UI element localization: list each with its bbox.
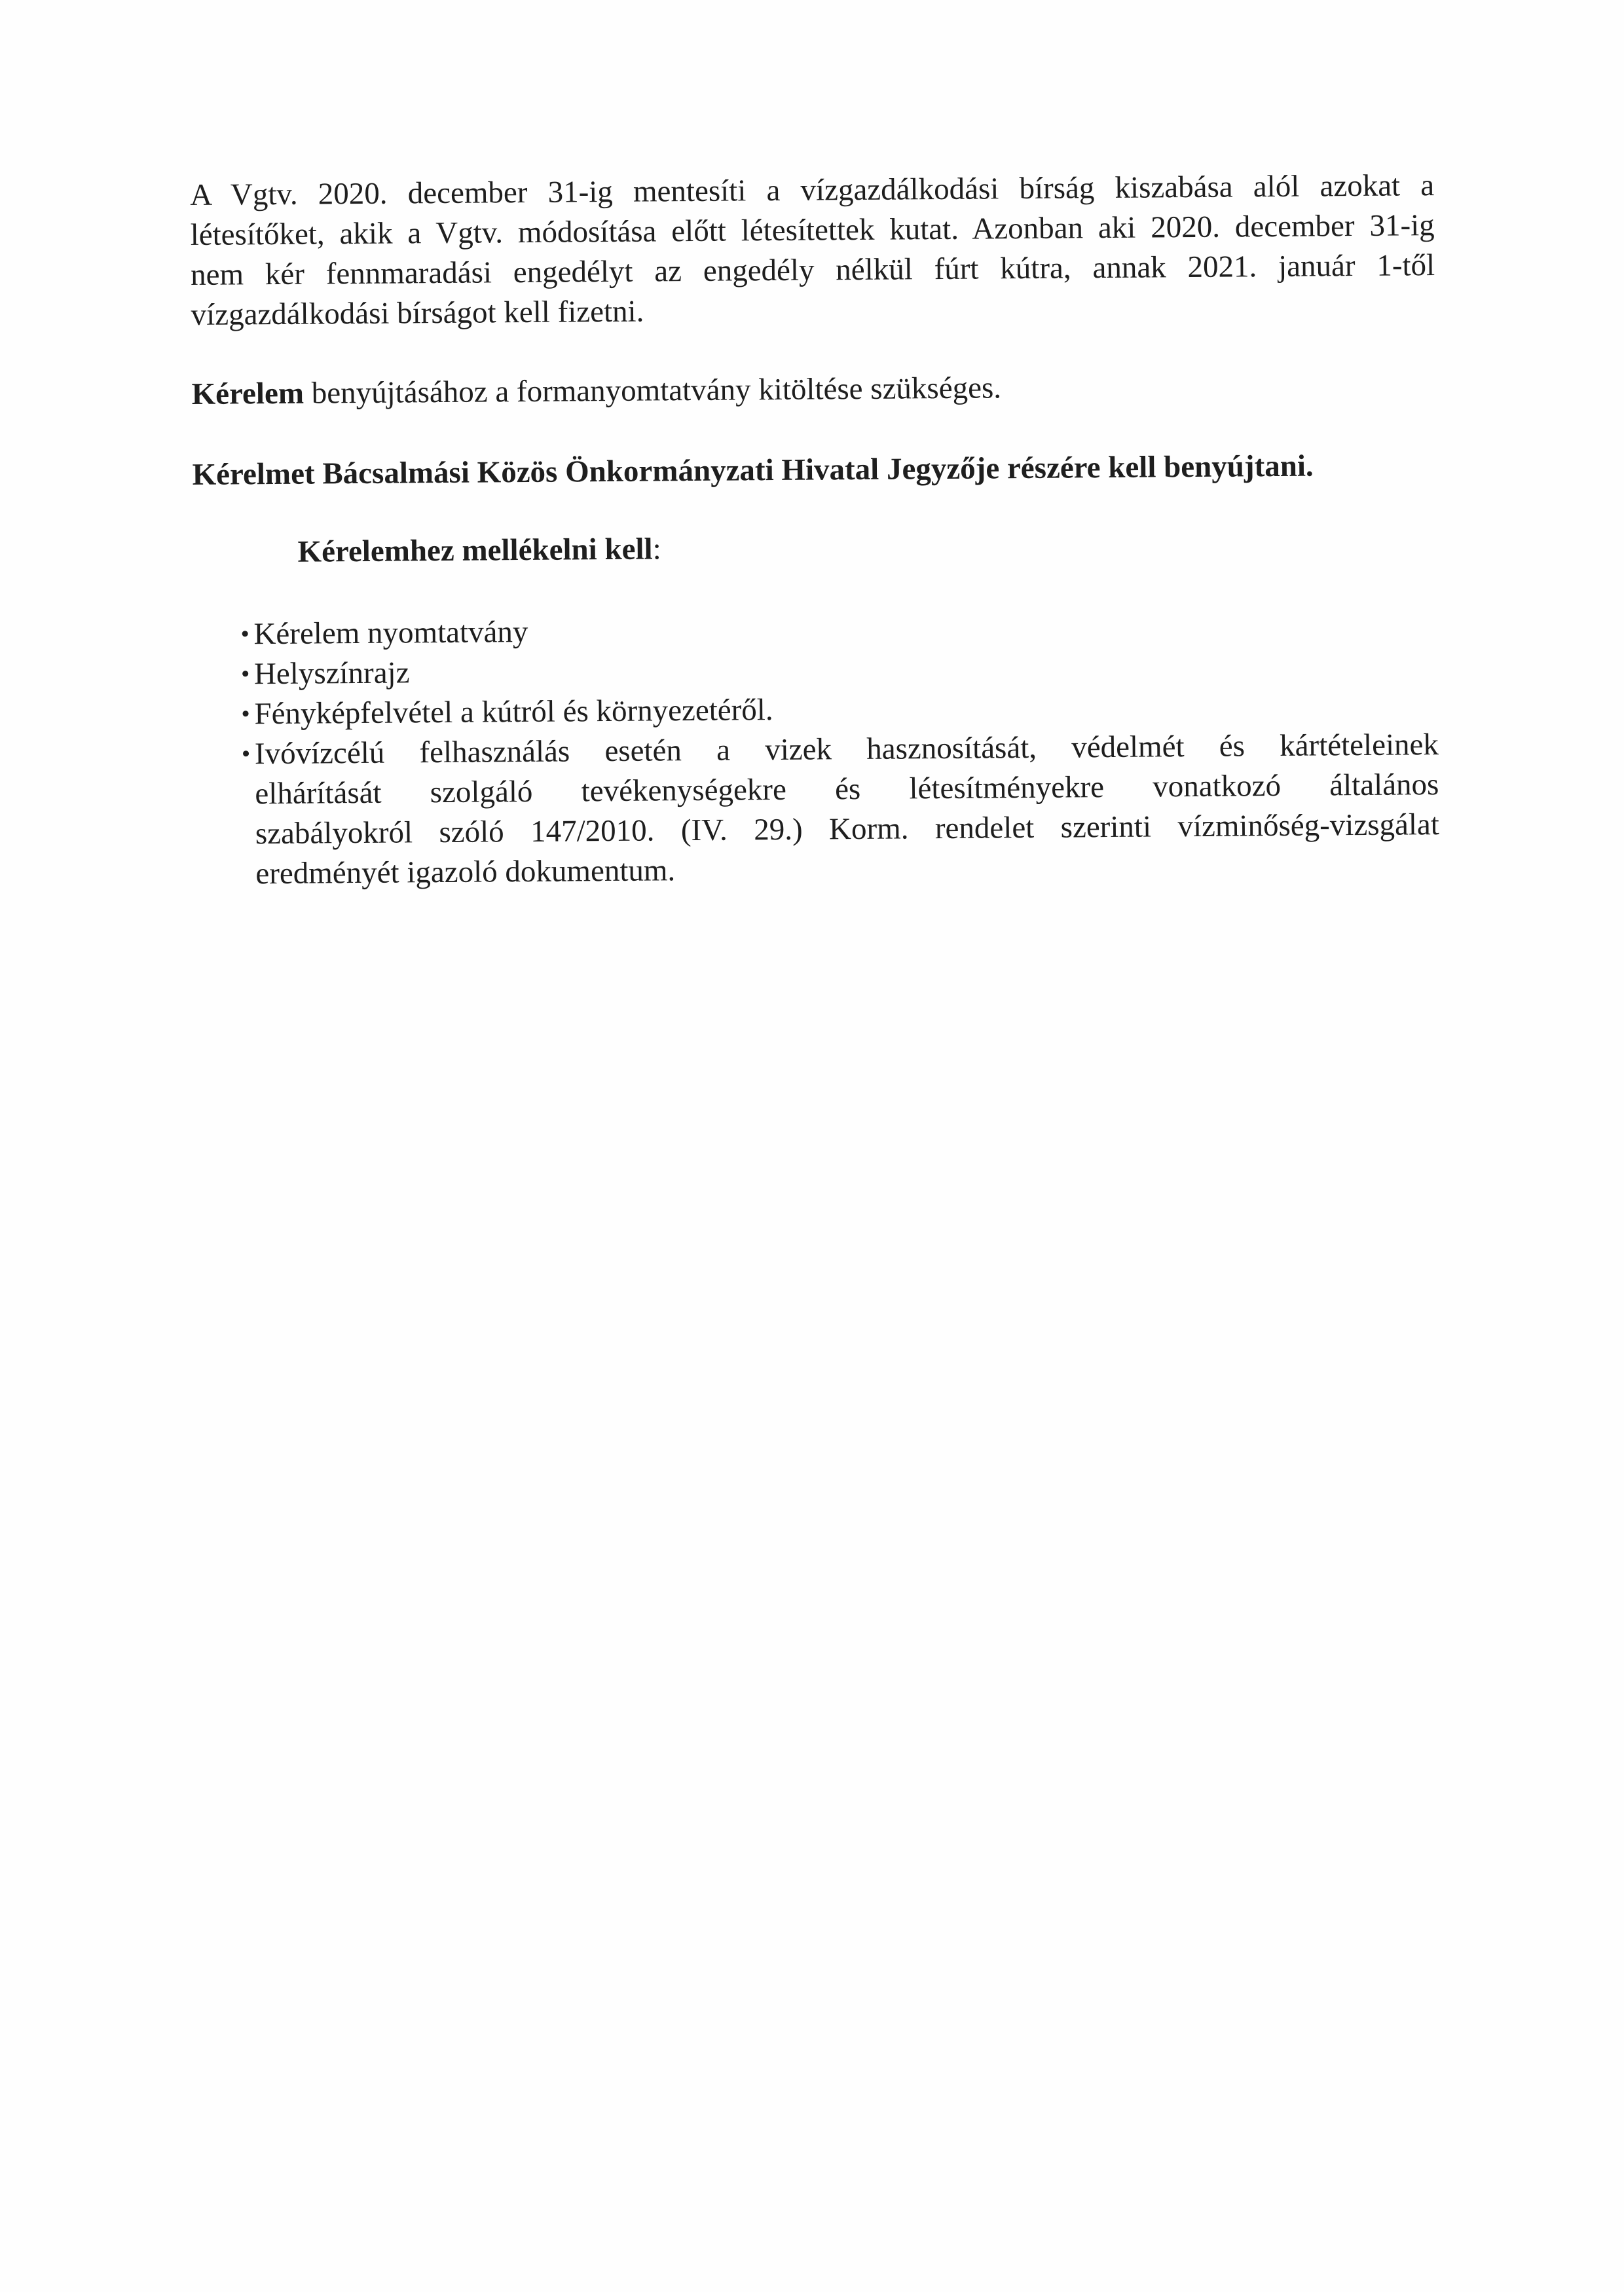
intro-line: vízgazdálkodási bírságot kell fizetni. xyxy=(191,294,644,332)
request-bold-word: Kérelem xyxy=(191,376,304,411)
attachment-line: szabályokról szóló 147/2010. (IV. 29.) Korm. rendelet szerinti vízminőség-vizsgálat xyxy=(255,807,1440,851)
attachments-heading-text: Kérelemhez mellékelni kell xyxy=(297,532,653,569)
submit-paragraph: Kérelmet Bácsalmási Közös Önkormányzati Hivatal Jegyzője részére kell benyújtani. xyxy=(192,449,1314,492)
intro-line: A Vgtv. 2020. december 31-ig mentesíti a vízgazdálkodási bírság kiszabása alól azokat a xyxy=(190,168,1435,212)
attachment-line: eredményét igazoló dokumentum. xyxy=(255,853,676,891)
intro-line: nem kér fennmaradási engedélyt az engedély nélkül fúrt kútra, annak 2021. január 1-től xyxy=(190,248,1435,292)
attachment-text: Helyszínrajz xyxy=(253,656,410,692)
attachment-text: Fényképfelvétel a kútról és környezetéről. xyxy=(254,693,773,731)
request-rest-text: benyújtásához a formanyomtatvány kitöltése szükséges. xyxy=(303,371,1002,411)
attachment-line: Ivóvízcélú felhasználás esetén a vizek hasznosítását, védelmét és kártételeinek xyxy=(254,728,1439,771)
bullet-icon: • xyxy=(240,660,250,688)
bullet-icon: • xyxy=(240,620,249,648)
attachments-heading-colon: : xyxy=(652,532,661,566)
intro-line: létesítőket, akik a Vgtv. módosítása előtt létesítettek kutat. Azonban aki 2020. december 31-ig xyxy=(190,208,1435,252)
document-body xyxy=(190,166,1440,895)
attachments-heading xyxy=(297,523,1437,572)
intro-paragraph xyxy=(190,166,1435,335)
bullet-icon: • xyxy=(241,740,251,768)
list-item xyxy=(194,725,1440,895)
request-paragraph xyxy=(191,365,1435,415)
bullet-icon: • xyxy=(241,700,250,728)
attachment-line: elhárítását szolgáló tevékenységekre és létesítményekre vonatkozó általános xyxy=(255,767,1439,811)
attachment-text: Kérelem nyomtatvány xyxy=(253,614,528,652)
attachments-list xyxy=(193,605,1439,895)
